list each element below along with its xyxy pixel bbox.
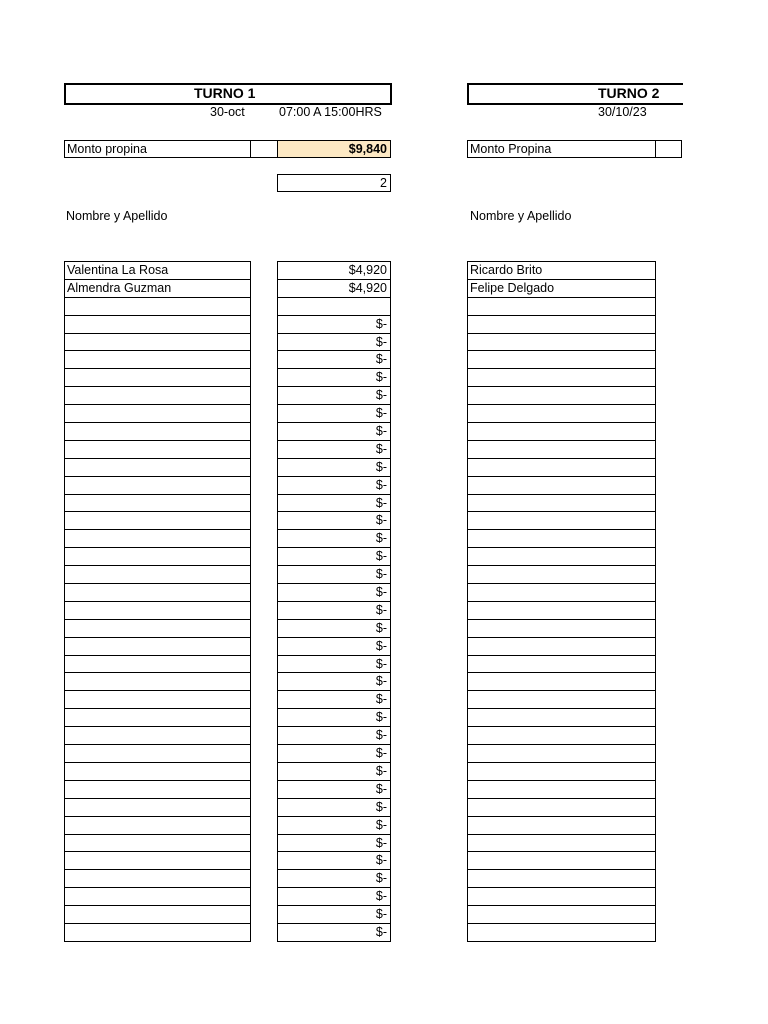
turno1-amount-row[interactable]: $- — [278, 744, 390, 762]
turno1-name-row[interactable] — [65, 923, 250, 941]
turno1-name-row[interactable]: Valentina La Rosa — [65, 261, 250, 279]
turno2-name-row[interactable] — [468, 690, 655, 708]
turno1-title: TURNO 1 — [194, 85, 256, 101]
turno1-amount-row[interactable]: $- — [278, 887, 390, 905]
turno1-amount-row[interactable]: $- — [278, 333, 390, 351]
turno2-name-row[interactable] — [468, 422, 655, 440]
turno2-name-row[interactable] — [468, 851, 655, 869]
turno1-name-row[interactable] — [65, 494, 250, 512]
turno1-title-box — [64, 83, 392, 105]
turno1-monto-label: Monto propina — [64, 140, 251, 158]
turno1-name-row[interactable] — [65, 583, 250, 601]
turno2-name-row[interactable] — [468, 315, 655, 333]
turno2-name-row[interactable] — [468, 655, 655, 673]
turno1-name-row[interactable] — [65, 315, 250, 333]
turno2-monto-label: Monto Propina — [467, 140, 656, 158]
turno2-name-row[interactable] — [468, 637, 655, 655]
turno1-amount-row[interactable]: $- — [278, 422, 390, 440]
turno1-name-row[interactable] — [65, 404, 250, 422]
turno1-amount-row[interactable]: $- — [278, 601, 390, 619]
turno1-name-row[interactable] — [65, 869, 250, 887]
turno1-amount-row[interactable]: $- — [278, 565, 390, 583]
turno2-name-row[interactable] — [468, 869, 655, 887]
turno1-amount-row[interactable]: $- — [278, 798, 390, 816]
turno1-name-row[interactable] — [65, 440, 250, 458]
turno2-name-row[interactable] — [468, 404, 655, 422]
turno1-name-row[interactable] — [65, 529, 250, 547]
turno1-amount-row[interactable]: $- — [278, 350, 390, 368]
turno2-name-row[interactable] — [468, 297, 655, 315]
turno1-monto-value[interactable]: $9,840 — [277, 140, 391, 158]
turno1-name-row[interactable] — [65, 798, 250, 816]
turno1-amount-row[interactable]: $- — [278, 869, 390, 887]
turno1-name-row[interactable] — [65, 744, 250, 762]
turno1-amount-row[interactable]: $- — [278, 458, 390, 476]
turno2-name-row[interactable] — [468, 887, 655, 905]
turno1-amount-row[interactable]: $- — [278, 762, 390, 780]
turno1-name-row[interactable] — [65, 851, 250, 869]
turno1-amount-row[interactable]: $- — [278, 923, 390, 941]
turno1-name-row[interactable] — [65, 476, 250, 494]
turno1-amount-row[interactable]: $- — [278, 816, 390, 834]
turno2-name-row[interactable] — [468, 798, 655, 816]
turno1-amount-row[interactable]: $- — [278, 315, 390, 333]
turno1-amount-row[interactable]: $- — [278, 386, 390, 404]
turno1-name-row[interactable] — [65, 708, 250, 726]
turno1-amount-row[interactable]: $- — [278, 780, 390, 798]
turno2-name-row[interactable]: Ricardo Brito — [468, 261, 655, 279]
turno1-name-header: Nombre y Apellido — [66, 209, 168, 223]
turno2-monto-spacer — [655, 140, 682, 158]
turno1-amount-row[interactable]: $- — [278, 834, 390, 852]
turno1-amount-row[interactable]: $- — [278, 440, 390, 458]
turno2-name-row[interactable] — [468, 726, 655, 744]
turno1-amount-row[interactable] — [278, 297, 390, 315]
turno2-name-row[interactable] — [468, 440, 655, 458]
turno2-title-box — [467, 83, 683, 105]
turno1-name-row[interactable] — [65, 905, 250, 923]
turno1-amount-row[interactable]: $- — [278, 368, 390, 386]
turno1-name-row[interactable] — [65, 386, 250, 404]
turno2-name-row[interactable] — [468, 368, 655, 386]
turno2-date: 30/10/23 — [598, 105, 647, 119]
turno1-amount-row[interactable]: $- — [278, 476, 390, 494]
turno1-amount-row[interactable]: $- — [278, 672, 390, 690]
turno1-names-column — [64, 261, 251, 942]
turno2-name-row[interactable] — [468, 780, 655, 798]
turno1-name-row[interactable] — [65, 368, 250, 386]
turno2-name-row[interactable] — [468, 565, 655, 583]
turno1-amount-row[interactable]: $- — [278, 690, 390, 708]
turno1-amount-row[interactable]: $- — [278, 726, 390, 744]
turno1-amount-row[interactable]: $- — [278, 511, 390, 529]
turno2-title: TURNO 2 — [598, 85, 660, 101]
turno2-name-row[interactable] — [468, 333, 655, 351]
turno1-name-row[interactable] — [65, 816, 250, 834]
turno1-amount-row[interactable]: $- — [278, 905, 390, 923]
turno1-name-row[interactable] — [65, 511, 250, 529]
turno2-name-row[interactable] — [468, 905, 655, 923]
turno1-date: 30-oct — [210, 105, 245, 119]
turno1-name-row[interactable] — [65, 834, 250, 852]
turno1-name-row[interactable] — [65, 672, 250, 690]
turno1-amount-row[interactable]: $- — [278, 619, 390, 637]
turno1-name-row[interactable] — [65, 690, 250, 708]
turno1-name-row[interactable] — [65, 458, 250, 476]
turno1-name-row[interactable] — [65, 887, 250, 905]
turno2-name-row[interactable] — [468, 744, 655, 762]
turno1-name-row[interactable] — [65, 565, 250, 583]
turno1-name-row[interactable] — [65, 726, 250, 744]
turno1-amount-row[interactable]: $- — [278, 851, 390, 869]
turno1-amount-row[interactable]: $- — [278, 547, 390, 565]
turno1-amount-row[interactable]: $4,920 — [278, 261, 390, 279]
turno2-name-row[interactable] — [468, 834, 655, 852]
turno1-name-row[interactable] — [65, 780, 250, 798]
turno2-name-row[interactable] — [468, 762, 655, 780]
turno1-amount-row[interactable]: $- — [278, 637, 390, 655]
turno1-amount-row[interactable]: $- — [278, 404, 390, 422]
turno2-name-row[interactable] — [468, 511, 655, 529]
turno2-name-row[interactable] — [468, 583, 655, 601]
turno2-names-column — [467, 261, 656, 942]
turno2-name-row[interactable] — [468, 494, 655, 512]
turno1-amount-row[interactable]: $- — [278, 494, 390, 512]
turno2-name-row[interactable] — [468, 458, 655, 476]
turno1-name-row[interactable] — [65, 422, 250, 440]
turno1-name-row[interactable]: Almendra Guzman — [65, 279, 250, 297]
turno2-name-row[interactable] — [468, 672, 655, 690]
turno1-name-row[interactable] — [65, 601, 250, 619]
turno1-amount-row[interactable]: $4,920 — [278, 279, 390, 297]
turno1-name-row[interactable] — [65, 297, 250, 315]
turno2-name-row[interactable] — [468, 386, 655, 404]
turno1-name-row[interactable] — [65, 333, 250, 351]
turno1-name-row[interactable] — [65, 637, 250, 655]
turno2-name-row[interactable] — [468, 923, 655, 941]
turno1-hours: 07:00 A 15:00HRS — [279, 105, 382, 119]
turno2-name-row[interactable] — [468, 708, 655, 726]
turno1-count[interactable]: 2 — [277, 174, 391, 192]
turno2-name-row[interactable] — [468, 547, 655, 565]
turno1-amount-row[interactable]: $- — [278, 655, 390, 673]
turno2-name-row[interactable] — [468, 350, 655, 368]
turno1-monto-spacer — [250, 140, 278, 158]
turno2-name-row[interactable] — [468, 529, 655, 547]
turno1-amount-row[interactable]: $- — [278, 583, 390, 601]
turno1-name-row[interactable] — [65, 762, 250, 780]
turno1-amount-row[interactable]: $- — [278, 708, 390, 726]
turno2-name-row[interactable] — [468, 619, 655, 637]
turno2-name-header: Nombre y Apellido — [470, 209, 572, 223]
turno2-name-row[interactable]: Felipe Delgado — [468, 279, 655, 297]
turno1-amounts-column — [277, 261, 391, 942]
turno1-name-row[interactable] — [65, 350, 250, 368]
turno2-name-row[interactable] — [468, 601, 655, 619]
turno1-name-row[interactable] — [65, 619, 250, 637]
turno1-amount-row[interactable]: $- — [278, 529, 390, 547]
turno2-name-row[interactable] — [468, 476, 655, 494]
turno1-name-row[interactable] — [65, 655, 250, 673]
turno1-name-row[interactable] — [65, 547, 250, 565]
turno2-name-row[interactable] — [468, 816, 655, 834]
